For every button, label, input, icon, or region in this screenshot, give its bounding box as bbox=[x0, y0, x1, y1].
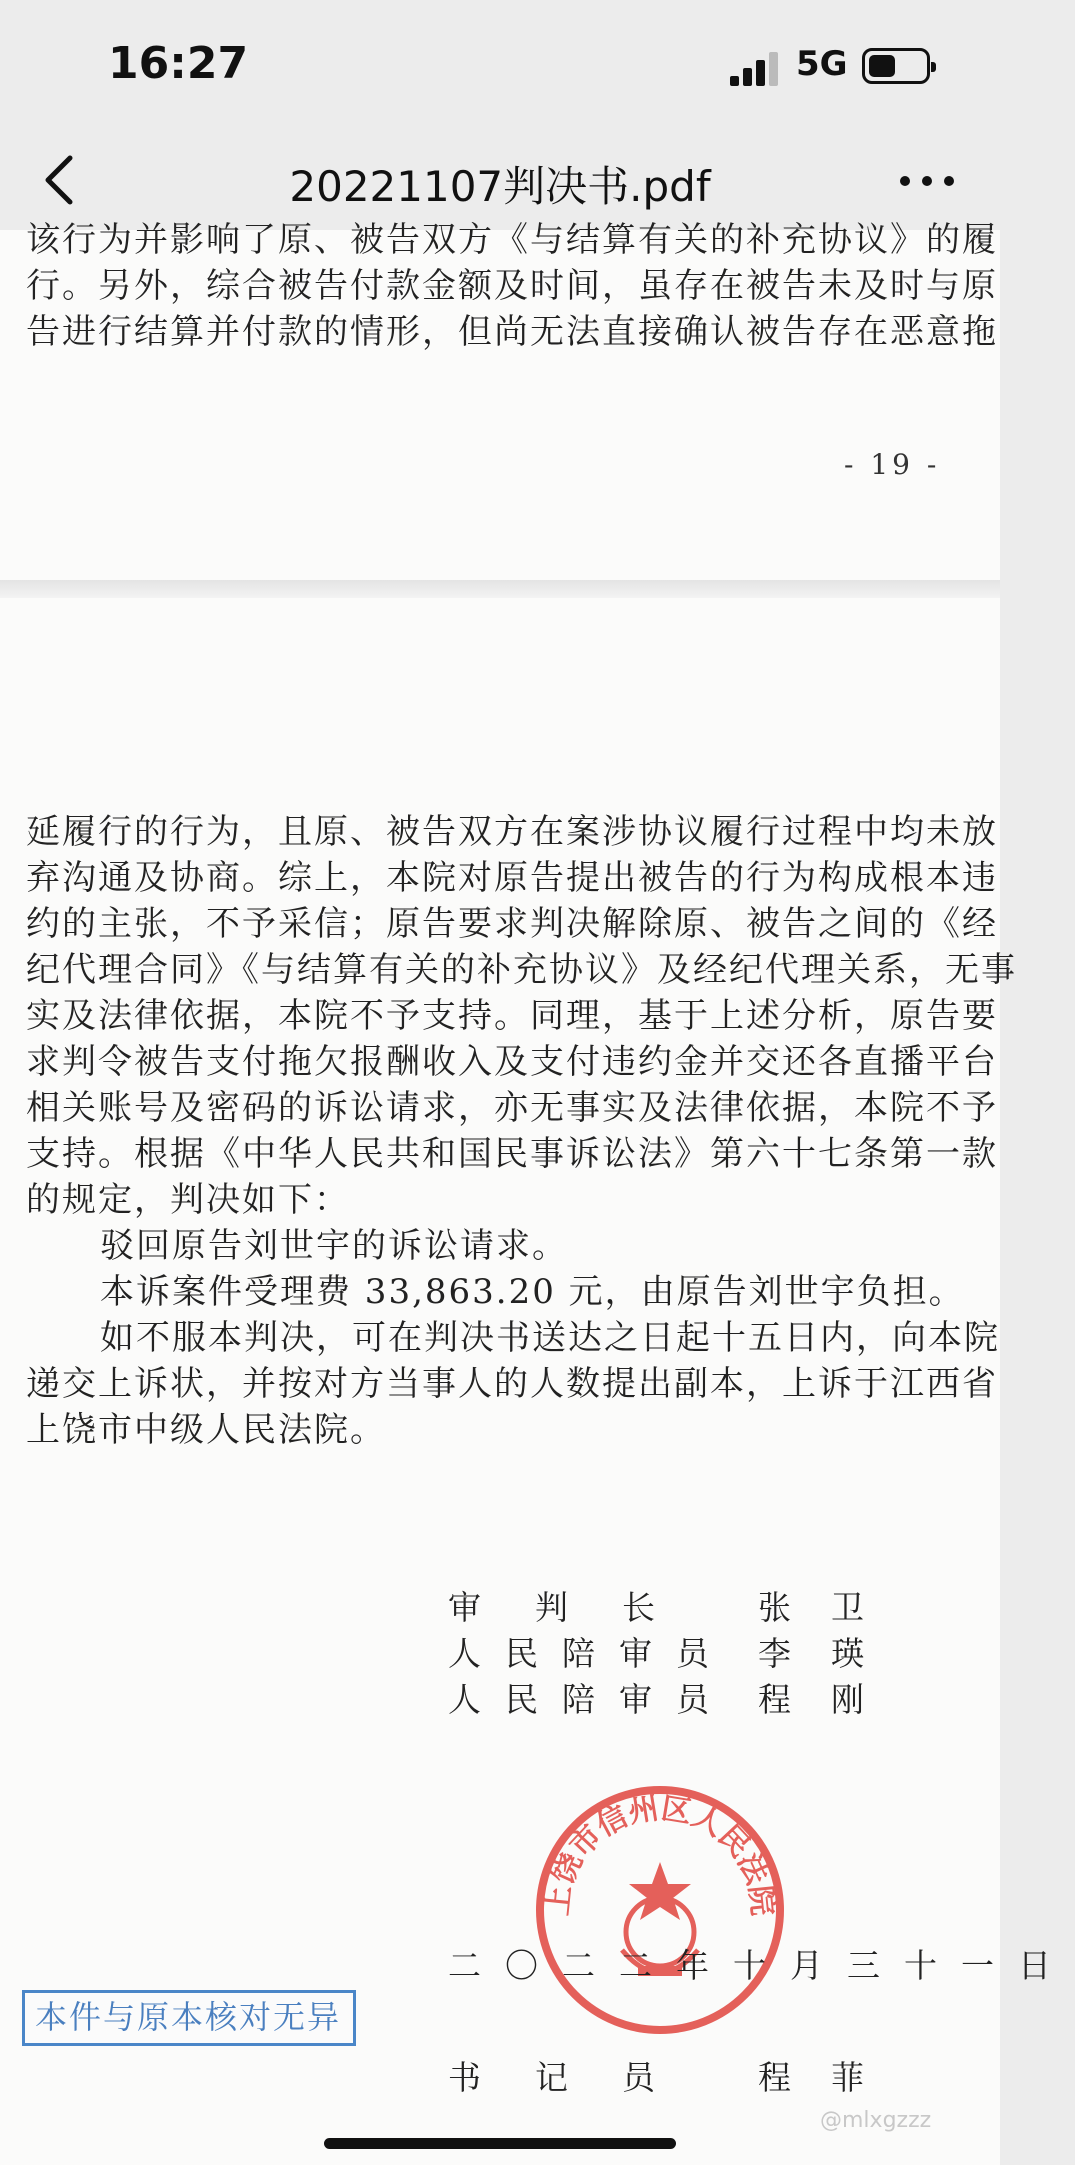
network-label: 5G bbox=[796, 44, 848, 84]
body-text-line: 相关账号及密码的诉讼请求，亦无事实及法律依据，本院不予 bbox=[26, 1088, 998, 1128]
judgment-item: 驳回原告刘世宇的诉讼请求。 bbox=[100, 1226, 568, 1266]
weibo-watermark: @mlxgzzz bbox=[820, 2108, 932, 2133]
court-seal-icon bbox=[530, 1780, 790, 2040]
signature-name: 张卫 bbox=[758, 1588, 904, 1627]
judgment-date: 二〇二二年十月三十一日 bbox=[448, 1946, 1075, 1985]
signature-role: 人民陪审员 bbox=[448, 1680, 733, 1719]
signature-role: 人民陪审员 bbox=[448, 1634, 733, 1673]
body-text-line: 实及法律依据，本院不予支持。同理，基于上述分析，原告要 bbox=[26, 996, 998, 1036]
judgment-item: 本诉案件受理费 33,863.20 元，由原告刘世宇负担。 bbox=[100, 1272, 965, 1312]
body-text-line: 告进行结算并付款的情形，但尚无法直接确认被告存在恶意拖 bbox=[26, 312, 998, 352]
clerk-row bbox=[448, 2052, 904, 2099]
verification-stamp: 本件与原本核对无异 bbox=[22, 1990, 356, 2046]
signature-row bbox=[448, 1674, 904, 1721]
clerk-name: 程菲 bbox=[758, 2058, 904, 2097]
pdf-page-19 bbox=[0, 220, 1000, 580]
clerk-role: 书记员 bbox=[448, 2058, 709, 2097]
appeal-text-line: 上饶市中级人民法院。 bbox=[26, 1410, 386, 1450]
battery-icon bbox=[862, 48, 930, 84]
pdf-page-20 bbox=[0, 598, 1075, 2165]
page-separator bbox=[0, 580, 1000, 598]
body-text-line: 该行为并影响了原、被告双方《与结算有关的补充协议》的履 bbox=[26, 220, 998, 260]
signature-name: 程刚 bbox=[758, 1680, 904, 1719]
body-text-line: 支持。根据《中华人民共和国民事诉讼法》第六十七条第一款 bbox=[26, 1134, 998, 1174]
status-bar bbox=[0, 0, 1000, 130]
body-text-line: 的规定，判决如下： bbox=[26, 1180, 350, 1220]
signature-name: 李瑛 bbox=[758, 1634, 904, 1673]
page-number: - 19 - bbox=[844, 448, 941, 481]
body-text-line: 行。另外，综合被告付款金额及时间，虽存在被告未及时与原 bbox=[26, 266, 998, 306]
signature-row bbox=[448, 1582, 904, 1629]
signature-row bbox=[448, 1628, 904, 1675]
body-text-line: 求判令被告支付拖欠报酬收入及支付违约金并交还各直播平台 bbox=[26, 1042, 998, 1082]
signal-icon bbox=[730, 50, 780, 86]
status-time: 16:27 bbox=[108, 38, 249, 89]
more-options-icon[interactable] bbox=[900, 166, 956, 196]
body-text-line: 约的主张，不予采信；原告要求判决解除原、被告之间的《经 bbox=[26, 904, 998, 944]
signature-role: 审判长 bbox=[448, 1588, 709, 1627]
body-text-line: 弃沟通及协商。综上，本院对原告提出被告的行为构成根本违 bbox=[26, 858, 998, 898]
svg-text:上饶市信州区人民法院: 上饶市信州区人民法院 bbox=[540, 1791, 780, 1918]
body-text-line: 延履行的行为，且原、被告双方在案涉协议履行过程中均未放 bbox=[26, 812, 998, 852]
document-title: 20221107判决书.pdf bbox=[289, 162, 711, 211]
appeal-text-line: 如不服本判决，可在判决书送达之日起十五日内，向本院 bbox=[100, 1318, 1000, 1358]
body-text-line: 纪代理合同》《与结算有关的补充协议》及经纪代理关系，无事 bbox=[26, 950, 1017, 990]
appeal-text-line: 递交上诉状，并按对方当事人的人数提出副本，上诉于江西省 bbox=[26, 1364, 998, 1404]
home-indicator[interactable] bbox=[324, 2138, 676, 2149]
